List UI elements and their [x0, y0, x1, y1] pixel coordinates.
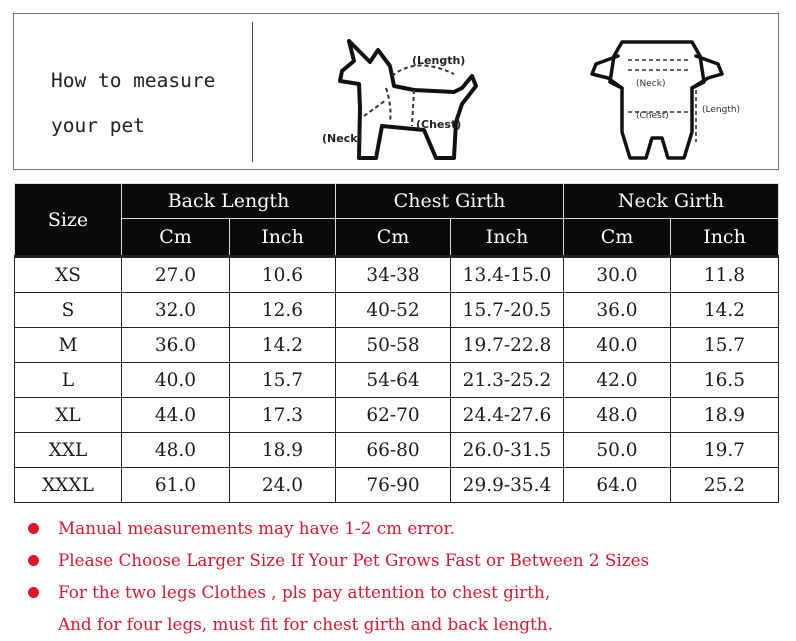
table-cell: 61.0 [122, 468, 230, 503]
table-cell: 15.7-20.5 [451, 293, 564, 328]
table-cell: 18.9 [671, 398, 779, 433]
measure-guide-panel [13, 13, 779, 170]
table-cell: 19.7-22.8 [451, 328, 564, 363]
table-cell: 26.0-31.5 [451, 433, 564, 468]
table-row [15, 293, 779, 328]
table-cell: 50-58 [336, 328, 451, 363]
bullet-dot-icon [28, 523, 39, 534]
table-row [15, 398, 779, 433]
table-cell: 21.3-25.2 [451, 363, 564, 398]
table-cell: 50.0 [564, 433, 671, 468]
size-column-header: Size [15, 184, 122, 257]
table-cell: 16.5 [671, 363, 779, 398]
bullet-dot-icon [28, 587, 39, 598]
chest-girth-header: Chest Girth [336, 184, 564, 219]
size-cell: M [15, 328, 122, 363]
table-cell: 48.0 [122, 433, 230, 468]
size-cell: XXL [15, 433, 122, 468]
table-cell: 32.0 [122, 293, 230, 328]
note-text: Manual measurements may have 1-2 cm error. [58, 518, 455, 538]
table-cell: 15.7 [230, 363, 336, 398]
dog-measure-lines [364, 65, 454, 126]
coat-length-label: (Length) [702, 105, 741, 115]
table-cell: 24.4-27.6 [451, 398, 564, 433]
dog-measure-diagram [304, 26, 504, 176]
size-cell: XXXL [15, 468, 122, 503]
table-cell: 29.9-35.4 [451, 468, 564, 503]
table-cell: 19.7 [671, 433, 779, 468]
table-row [15, 363, 779, 398]
table-cell: 13.4-15.0 [451, 257, 564, 293]
coat-neck-label: (Neck) [636, 79, 666, 89]
table-cell: 15.7 [671, 328, 779, 363]
note-item [24, 544, 784, 576]
note-item [24, 576, 784, 608]
table-cell: 14.2 [230, 328, 336, 363]
dog-length-label: (Length) [412, 54, 466, 67]
table-cell: 30.0 [564, 257, 671, 293]
guide-title-line2: your pet [51, 114, 145, 137]
table-row [15, 328, 779, 363]
table-group-header-row [15, 184, 779, 219]
dog-neck-label: (Neck) [322, 132, 363, 145]
neck-girth-header: Neck Girth [564, 184, 779, 219]
table-cell: 54-64 [336, 363, 451, 398]
note-item [24, 512, 784, 544]
table-cell: 10.6 [230, 257, 336, 293]
table-cell: 12.6 [230, 293, 336, 328]
table-cell: 62-70 [336, 398, 451, 433]
size-chart-table [14, 183, 779, 503]
table-cell: 27.0 [122, 257, 230, 293]
bullet-dot-icon [28, 555, 39, 566]
table-row [15, 257, 779, 293]
table-unit-header-row [15, 219, 779, 257]
note-item-continuation [24, 608, 784, 640]
table-cell: 11.8 [671, 257, 779, 293]
unit-header: Cm [336, 219, 451, 257]
table-cell: 24.0 [230, 468, 336, 503]
size-cell: L [15, 363, 122, 398]
table-cell: 76-90 [336, 468, 451, 503]
table-cell: 17.3 [230, 398, 336, 433]
table-row [15, 468, 779, 503]
guide-title-line1: How to measure [51, 69, 216, 92]
table-cell: 25.2 [671, 468, 779, 503]
coat-chest-label: (Chest) [636, 111, 669, 121]
back-length-header: Back Length [122, 184, 336, 219]
coat-measure-diagram [584, 34, 764, 164]
table-cell: 42.0 [564, 363, 671, 398]
size-cell: XL [15, 398, 122, 433]
note-text: And for four legs, must fit for chest girth and back length. [58, 614, 553, 634]
unit-header: Cm [564, 219, 671, 257]
unit-header: Inch [230, 219, 336, 257]
table-cell: 18.9 [230, 433, 336, 468]
notes-section [24, 512, 784, 640]
table-cell: 64.0 [564, 468, 671, 503]
note-text: For the two legs Clothes , pls pay attention to chest girth, [58, 582, 551, 602]
table-cell: 44.0 [122, 398, 230, 433]
unit-header: Inch [451, 219, 564, 257]
size-table-body [15, 257, 779, 503]
unit-header: Cm [122, 219, 230, 257]
table-cell: 48.0 [564, 398, 671, 433]
table-cell: 34-38 [336, 257, 451, 293]
table-cell: 36.0 [122, 328, 230, 363]
size-cell: XS [15, 257, 122, 293]
guide-title [51, 58, 251, 148]
table-row [15, 433, 779, 468]
table-cell: 40.0 [122, 363, 230, 398]
size-cell: S [15, 293, 122, 328]
unit-header: Inch [671, 219, 779, 257]
coat-measure-lines [628, 60, 696, 142]
table-cell: 40.0 [564, 328, 671, 363]
table-cell: 14.2 [671, 293, 779, 328]
table-cell: 66-80 [336, 433, 451, 468]
table-cell: 40-52 [336, 293, 451, 328]
table-cell: 36.0 [564, 293, 671, 328]
note-text: Please Choose Larger Size If Your Pet Grows Fast or Between 2 Sizes [58, 550, 650, 570]
dog-chest-label: (Chest) [416, 118, 462, 131]
guide-divider [252, 22, 253, 162]
